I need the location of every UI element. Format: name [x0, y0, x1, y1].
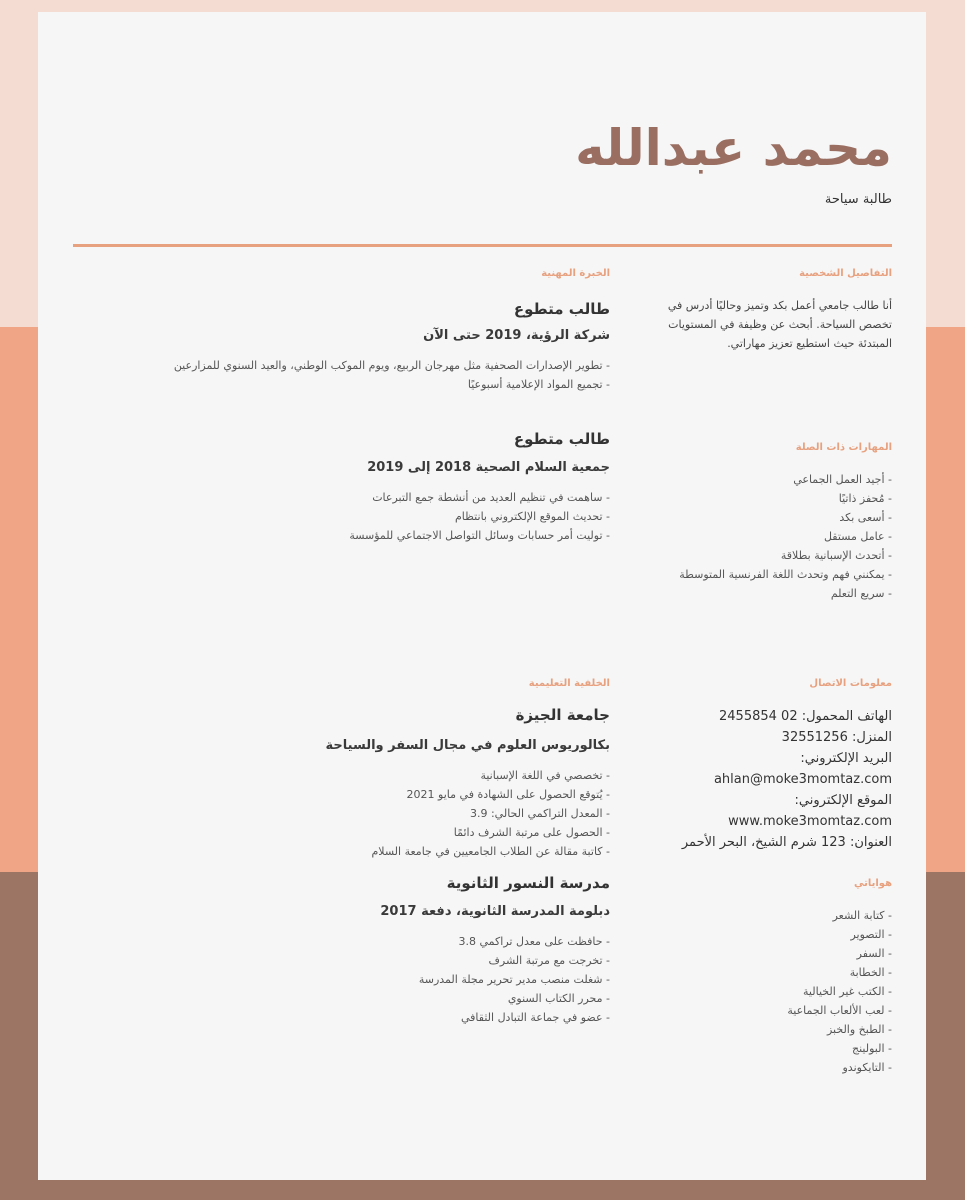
hobbies-title: هواياتي — [853, 878, 892, 889]
school-detail-item: - الحصول على مرتبة الشرف دائمًا — [372, 823, 611, 842]
hobbies-list — [787, 906, 892, 1077]
resume-role: طالبة سياحة — [824, 192, 892, 207]
job-duty-item: - تطوير الإصدارات الصحفية مثل مهرجان الربيع، ويوم الموكب الوطني، والعيد السنوي للمزارعين — [174, 356, 610, 375]
skill-item: - عامل مستقل — [679, 527, 892, 546]
school-detail-item: - شغلت منصب مدير تحرير مجلة المدرسة — [419, 970, 610, 989]
job-duty-item: - ساهمت في تنظيم العديد من أنشطة جمع التبرعات — [349, 488, 610, 507]
school-detail-item: - تخصصي في اللغة الإسبانية — [372, 766, 611, 785]
skill-item: - سريع التعلم — [679, 584, 892, 603]
hobby-item: - السفر — [787, 944, 892, 963]
job-organization: شركة الرؤية، 2019 حتى الآن — [423, 328, 610, 343]
school-details-list — [372, 766, 611, 861]
job-duties-list — [174, 356, 610, 394]
job-title: طالب متطوع — [513, 430, 610, 448]
school-degree: بكالوريوس العلوم في مجال السفر والسياحة — [325, 738, 610, 753]
education-title: الخلفية التعليمية — [528, 678, 610, 689]
school-degree: دبلومة المدرسة الثانوية، دفعة 2017 — [380, 904, 610, 919]
school-detail-item: - كاتبة مقالة عن الطلاب الجامعيين في جامعة السلام — [372, 842, 611, 861]
hobby-item: - الطبخ والخبز — [787, 1020, 892, 1039]
hobby-item: - كتابة الشعر — [787, 906, 892, 925]
resume-page — [38, 12, 926, 1180]
contact-email-label: البريد الإلكتروني: — [800, 751, 892, 766]
skill-item: - أسعى بكد — [679, 508, 892, 527]
school-detail-item: - حافظت على معدل تراكمي 3.8 — [419, 932, 610, 951]
contact-address: العنوان: 123 شرم الشيخ، البحر الأحمر — [681, 835, 892, 850]
job-organization: جمعية السلام الصحية 2018 إلى 2019 — [367, 460, 610, 475]
hobby-item: - التصوير — [787, 925, 892, 944]
school-detail-item: - عضو في جماعة التبادل الثقافي — [419, 1008, 610, 1027]
skill-item: - أجيد العمل الجماعي — [679, 470, 892, 489]
resume-name: محمد عبدالله — [575, 119, 892, 177]
personal-details-text: أنا طالب جامعي أعمل بكد وتميز وحاليًا أدرس في تخصص السياحة. أبحث عن وظيفة في المستويات المبتدئة حيث استطيع تعزيز مهاراتي. — [667, 299, 892, 350]
school-details-list — [419, 932, 610, 1027]
contact-home: المنزل: 32551256 — [781, 730, 892, 745]
skill-item: - أتحدث الإسبانية بطلاقة — [679, 546, 892, 565]
contact-title: معلومات الاتصال — [809, 678, 892, 689]
job-duty-item: - توليت أمر حسابات وسائل التواصل الاجتماعي للمؤسسة — [349, 526, 610, 545]
school-detail-item: - تخرجت مع مرتبة الشرف — [419, 951, 610, 970]
hobby-item: - الخطابة — [787, 963, 892, 982]
school-name: جامعة الجيزة — [515, 706, 610, 724]
contact-website-label: الموقع الإلكتروني: — [794, 793, 892, 808]
school-detail-item: - المعدل التراكمي الحالي: 3.9 — [372, 804, 611, 823]
contact-website[interactable]: www.moke3momtaz.com — [728, 814, 892, 829]
skills-list — [679, 470, 892, 603]
hobby-item: - الكتب غير الخيالية — [787, 982, 892, 1001]
job-duty-item: - تحديث الموقع الإلكتروني بانتظام — [349, 507, 610, 526]
personal-details-title: التفاصيل الشخصية — [799, 268, 892, 279]
school-name: مدرسة النسور الثانوية — [446, 874, 610, 892]
contact-email[interactable]: ahlan@moke3momtaz.com — [713, 772, 892, 787]
skill-item: - مُحفز ذاتيًا — [679, 489, 892, 508]
skill-item: - يمكنني فهم وتحدث اللغة الفرنسية المتوسطة — [679, 565, 892, 584]
experience-title: الخبرة المهنية — [541, 268, 610, 279]
hobby-item: - البولينج — [787, 1039, 892, 1058]
contact-mobile: الهاتف المحمول: 02 2455854 — [719, 709, 892, 724]
hobby-item: - التايكوندو — [787, 1058, 892, 1077]
school-detail-item: - محرر الكتاب السنوي — [419, 989, 610, 1008]
hobby-item: - لعب الألعاب الجماعية — [787, 1001, 892, 1020]
skills-title: المهارات ذات الصلة — [795, 442, 892, 453]
contact-list — [682, 706, 892, 853]
school-detail-item: - يُتوقع الحصول على الشهادة في مايو 2021 — [372, 785, 611, 804]
job-duties-list — [349, 488, 610, 545]
header-divider — [73, 244, 892, 247]
job-title: طالب متطوع — [513, 300, 610, 318]
job-duty-item: - تجميع المواد الإعلامية أسبوعيًا — [174, 375, 610, 394]
